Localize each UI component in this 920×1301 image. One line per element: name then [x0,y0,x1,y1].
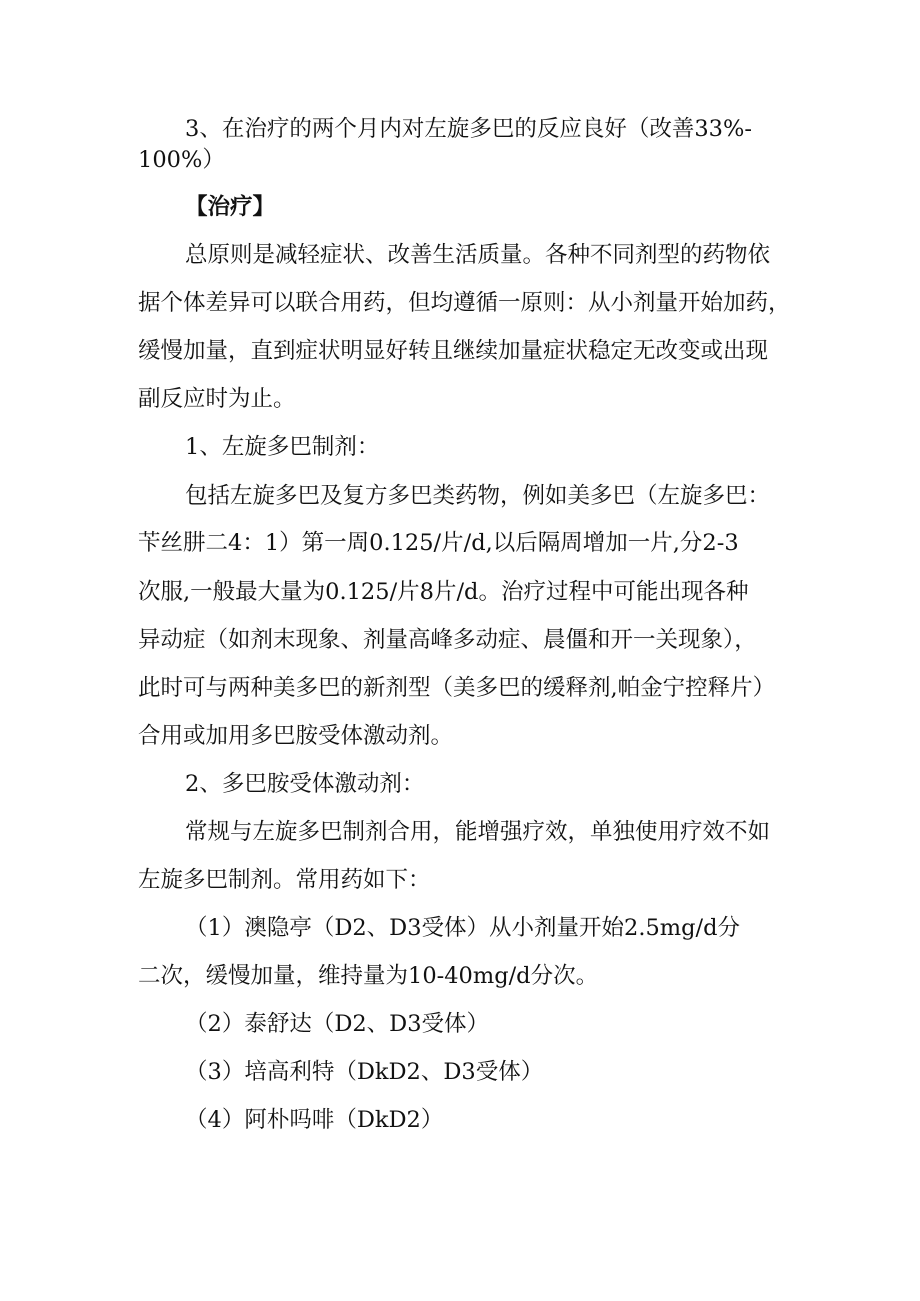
agonists-paragraph-line-1: 常规与左旋多巴制剂合用，能增强疗效，单独使用疗效不如 [185,819,771,845]
drug-item-4: （4）阿朴吗啡（DkD2） [185,1107,444,1133]
levodopa-paragraph-line-1: 包括左旋多巴及复方多巴类药物，例如美多巴（左旋多巴： [185,483,771,509]
drug-item-3: （3）培高利特（DkD2、D3受体） [185,1059,544,1085]
levodopa-paragraph-line-4: 异动症（如剂末现象、剂量高峰多动症、晨僵和开一关现象）， [138,627,757,653]
levodopa-paragraph-line-2: 苄丝肼二4：1）第一周0.125/片/d,以后隔周增加一片,分2-3 [138,530,739,556]
subheading-levodopa: 1、左旋多巴制剂： [185,434,380,460]
drug-item-1-line-1: （1）澳隐亭（D2、D3受体）从小剂量开始2.5mg/d分 [185,915,741,941]
principle-paragraph-line-2: 据个体差异可以联合用药，但均遵循一原则：从小剂量开始加药， [138,290,791,316]
principle-paragraph-line-1: 总原则是减轻症状、改善生活质量。各种不同剂型的药物依 [185,242,771,268]
levodopa-paragraph-line-6: 合用或加用多巴胺受体激动剂。 [138,723,454,749]
drug-item-2: （2）泰舒达（D2、D3受体） [185,1011,490,1037]
agonists-paragraph-line-2: 左旋多巴制剂。常用药如下： [138,867,431,893]
principle-paragraph-line-4: 副反应时为止。 [138,386,296,412]
section-heading-treatment: 【治疗】 [185,194,276,220]
principle-paragraph-line-3: 缓慢加量，直到症状明显好转且继续加量症状稳定无改变或出现 [138,338,769,364]
levodopa-paragraph-line-3: 次服,一般最大量为0.125/片8片/d。治疗过程中可能出现各种 [138,579,749,605]
drug-item-1-line-2: 二次，缓慢加量，维持量为10-40mg/d分次。 [138,963,599,989]
criterion-3-line-2: 100%） [138,147,225,173]
subheading-dopamine-agonists: 2、多巴胺受体激动剂： [185,771,425,797]
criterion-3-line-1: 3、在治疗的两个月内对左旋多巴的反应良好（改善33%- [185,116,752,142]
levodopa-paragraph-line-5: 此时可与两种美多巴的新剂型（美多巴的缓释剂,帕金宁控释片） [138,675,776,701]
